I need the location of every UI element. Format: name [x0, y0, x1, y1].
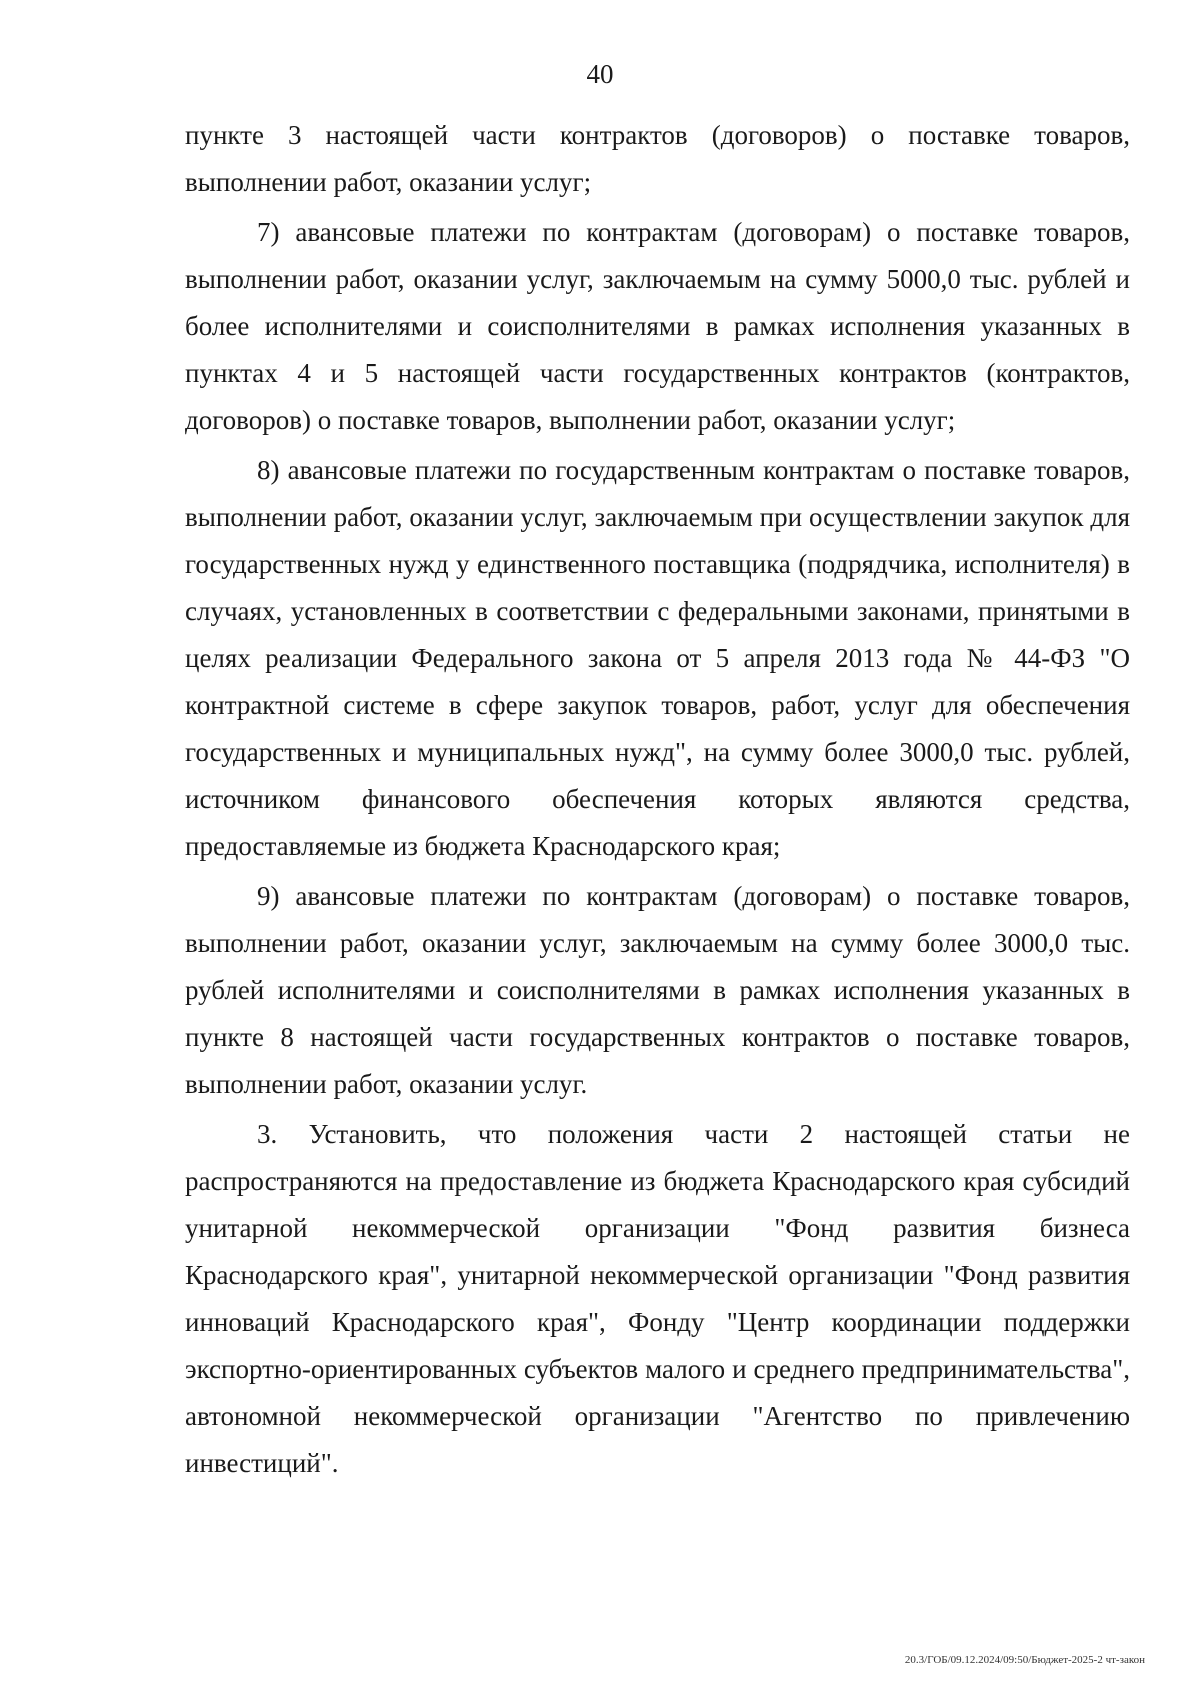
document-footer-code: 20.3/ГОБ/09.12.2024/09:50/Бюджет-2025-2 чт-закон [904, 1654, 1145, 1666]
paragraph-item-9: 9) авансовые платежи по контрактам (договорам) о поставке товаров, выполнении работ, оказании услуг, заключаемым на сумму более 3000,0 тыс. рублей исполнителями и соисполнителями в рамках исполнения указанных в пункте 8 настоящей части государственных контрактов о поставке товаров, выполнении работ, оказании услуг. [185, 881, 1130, 1099]
document-body [185, 112, 1130, 1487]
paragraph-part-3: 3. Установить, что положения части 2 настоящей статьи не распространяются на предоставление из бюджета Краснодарского края субсидий унитарной некоммерческой организации "Фонд развития бизнеса Краснодарского края", унитарной некоммерческой организации "Фонд развития инноваций Краснодарского края", Фонду "Центр координации поддержки экспортно-ориентированных субъектов малого и среднего предпринимательства", автономной некоммерческой организации "Агентство по привлечению инвестиций". [185, 1119, 1130, 1478]
page-number: 40 [586, 59, 614, 89]
paragraph-item-7: 7) авансовые платежи по контрактам (договорам) о поставке товаров, выполнении работ, оказании услуг, заключаемым на сумму 5000,0 тыс. рублей и более исполнителями и соисполнителями в рамках исполнения указанных в пунктах 4 и 5 настоящей части государственных контрактов (контрактов, договоров) о поставке товаров, выполнении работ, оказании услуг; [185, 217, 1130, 435]
paragraph-item-8: 8) авансовые платежи по государственным контрактам о поставке товаров, выполнении работ, оказании услуг, заключаемым при осуществлении закупок для государственных нужд у единственного поставщика (подрядчика, исполнителя) в случаях, установленных в соответствии с федеральными законами, принятыми в целях реализации Федерального закона от 5 апреля 2013 года № 44-ФЗ "О контрактной системе в сфере закупок товаров, работ, услуг для обеспечения государственных и муниципальных нужд", на сумму более 3000,0 тыс. рублей, источником финансового обеспечения которых являются средства, предоставляемые из бюджета Краснодарского края; [185, 455, 1130, 861]
paragraph-continuation: пункте 3 настоящей части контрактов (договоров) о поставке товаров, выполнении работ, оказании услуг; [185, 120, 1130, 197]
